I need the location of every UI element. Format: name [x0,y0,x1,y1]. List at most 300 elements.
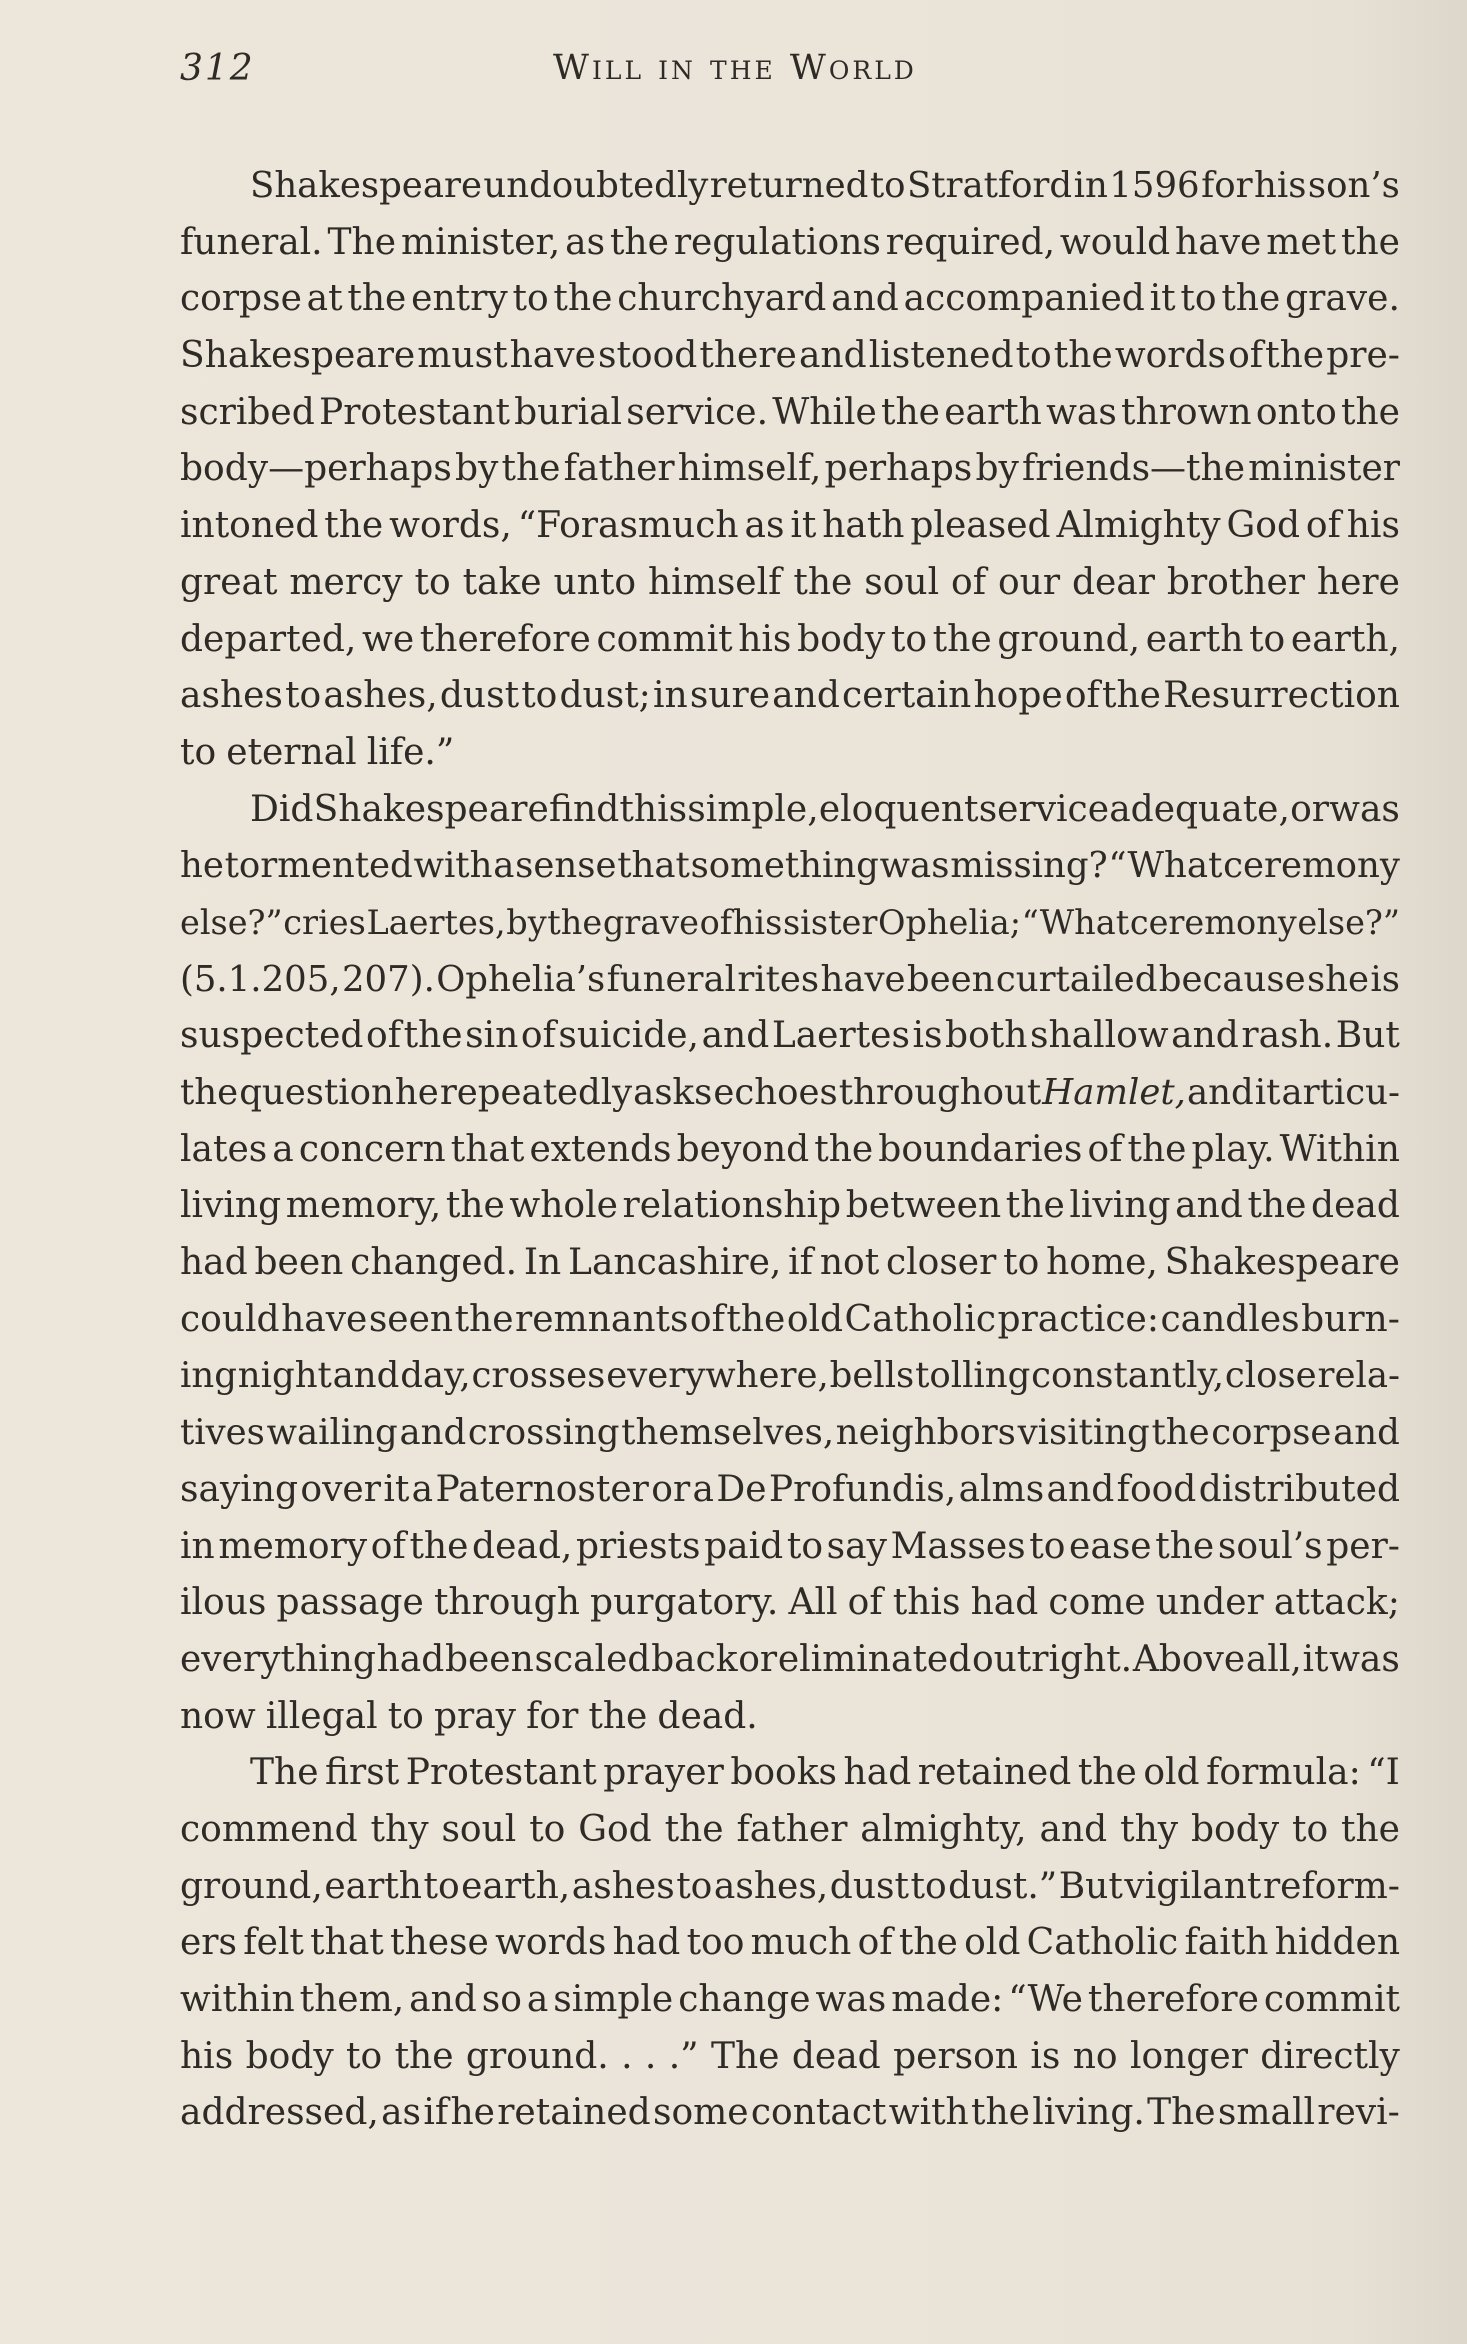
word: soul [864,561,940,603]
word: closer [885,1242,997,1284]
word: hath [822,505,905,547]
word: alms [958,1468,1045,1510]
word: rites [737,958,820,1000]
word: old [964,1922,1021,1964]
text-line [180,1745,1400,1802]
word: the [547,902,603,942]
text-line [180,1008,1400,1065]
word: passage [276,1582,424,1624]
word: it [790,505,817,547]
word: by [975,448,1019,490]
text-line [180,498,1400,555]
word: certain [842,675,972,717]
word: crossing [467,1412,620,1454]
word: undoubtedly [483,165,709,206]
word: for [526,1695,579,1737]
word: hope [973,675,1063,717]
word: much [750,1922,852,1964]
word: she [1306,958,1370,1000]
word: seen [368,1298,454,1340]
text-line [180,555,1400,612]
word: of [689,1298,725,1340]
word: eloquent [818,788,979,830]
word: Shakespeare [313,788,549,830]
text-line [180,215,1400,272]
word: night [237,1355,332,1397]
word: to [676,1865,713,1907]
word: the [1341,1808,1400,1850]
word: and [1333,1412,1400,1454]
word: wailing [266,1412,398,1454]
word: to [1292,1808,1329,1850]
text-line [180,1178,1400,1235]
word: dead [791,2035,881,2077]
word: rela- [1317,1355,1400,1397]
word: in [1073,165,1108,206]
word: would [1059,221,1171,263]
word: been [444,1638,534,1680]
word: body [245,2035,334,2077]
word: Laertes, [366,902,506,942]
word: earth, [461,1865,571,1907]
word: Catholic [844,1298,997,1340]
word: thrown [1121,391,1252,433]
word: Resurrection [1163,675,1400,717]
word: concern [298,1128,446,1170]
word: longer [1129,2035,1248,2077]
word: first [325,1752,400,1794]
word: of [1305,505,1341,547]
word: to [786,1525,823,1567]
text-line [180,1292,1400,1349]
word: Shakespeare [180,335,416,377]
word: no [1072,2035,1118,2077]
word: While [772,391,877,433]
word: some [653,2092,749,2134]
word: curtailed [995,958,1158,1000]
word: body [1191,1808,1280,1850]
word: required, [885,221,1056,263]
word: onto [1255,391,1337,433]
word: per- [1326,1525,1400,1567]
word: shallow [1029,1015,1169,1057]
word: felt [243,1922,304,1964]
word: faith [1184,1922,1269,1964]
word: small [1217,2092,1316,2134]
word: ground. [465,2035,609,2077]
word: living [180,1185,282,1227]
word: Stratford [906,165,1073,206]
word: departed, [180,618,357,660]
word: therefore [1087,1979,1259,2020]
word: living [1069,1185,1171,1227]
word: of [520,1015,556,1057]
word: ceremony [1223,845,1400,887]
word: earth [1145,618,1244,660]
word: find [549,788,620,830]
word: under [1155,1582,1264,1624]
word: “What [1108,845,1223,887]
word: memory [218,1525,368,1567]
word: father [736,1808,848,1850]
word: all, [1245,1638,1302,1680]
word: adequate, [1109,788,1290,830]
word: pre- [1326,335,1400,377]
word: the [932,618,992,660]
word: ground, [180,1865,323,1907]
word: is [1030,2035,1061,2077]
word: and [1175,1185,1243,1227]
word: old [786,1298,844,1340]
word: the [1341,391,1400,433]
word: the [454,1298,514,1340]
word: mercy [289,561,403,603]
word: it [383,1468,410,1510]
word: outright. [971,1638,1133,1680]
word: it [1302,1638,1329,1680]
word: of [951,561,987,603]
word: The [250,1752,319,1794]
word: commit [1263,1979,1400,2020]
word: scaled [534,1638,651,1680]
word: to [346,2035,383,2077]
word: retained [917,1752,1072,1794]
word: earth, [1290,618,1400,660]
word: unto [553,561,637,603]
word: himself, [677,448,822,490]
word: it [1254,1072,1281,1113]
word: play. [1191,1128,1275,1170]
word: words [1114,335,1227,377]
word: as [381,2092,422,2134]
word: simple, [687,788,819,830]
word: ashes [180,675,283,717]
text-line [180,1065,1400,1122]
word: close [1224,1355,1317,1397]
word: take [462,561,542,603]
word: earth [324,1865,422,1907]
word: there [699,335,797,377]
word: dead. [657,1695,758,1737]
word: have [820,958,906,1000]
word: everywhere, [606,1355,829,1397]
text-line [180,328,1400,385]
word: the [814,1128,874,1170]
word: his [732,902,783,942]
word: had [970,1582,1039,1624]
word: to [890,618,927,660]
word: the [501,448,561,490]
text-line [180,1235,1400,1292]
word: had [180,1242,248,1284]
word: distributed [1198,1468,1400,1510]
word: back [651,1638,738,1680]
word: Paternoster [435,1468,649,1510]
word: question [239,1072,394,1113]
word: person [893,2035,1018,2077]
word: he [180,845,224,887]
word: Shakespeare [1164,1242,1400,1284]
word: his [738,618,792,660]
word: addressed, [180,2092,379,2134]
word: the [881,391,940,433]
word: candles [1160,1298,1300,1340]
word: the [553,278,613,320]
word: visiting [1017,1412,1150,1454]
word: the [1265,335,1325,377]
word: to [414,561,451,603]
word: the [664,1808,724,1850]
word: something [690,845,879,887]
word: vigilant [1124,1865,1262,1907]
word: Protestant [318,391,510,433]
word: as [565,221,606,263]
word: the [588,1695,648,1737]
word: asks [633,1072,713,1113]
word: corpse [180,278,302,320]
word: through [433,1582,580,1624]
word: a [272,1128,294,1170]
word: ease [1069,1525,1152,1567]
word: dead [1311,1185,1400,1227]
word: The [327,221,397,263]
word: cries [283,902,366,942]
word: rash. [1241,1015,1334,1057]
word: Lancashire, [568,1242,782,1284]
word: the [971,2092,1030,2134]
word: echoes [713,1072,838,1113]
word: his [1254,165,1307,206]
word: 1596 [1109,165,1200,206]
word: and [1039,1808,1108,1850]
word: almighty, [860,1808,1027,1850]
word: is [912,1015,943,1057]
word: therefore [419,618,591,660]
word: formula: [1206,1752,1361,1794]
word: the [403,1015,463,1057]
word: minister, [400,221,561,263]
word: the [180,1072,239,1113]
word: this [892,1582,961,1624]
word: to [529,1808,566,1850]
text-line [180,1348,1400,1405]
word: sense [515,845,617,887]
word: ground, [997,618,1141,660]
word: God [1226,505,1301,547]
word: to [387,1695,424,1737]
word: articu- [1281,1072,1400,1113]
word: so [481,1979,522,2020]
word: the [1155,1525,1215,1567]
text-line [180,1802,1400,1859]
word: priests [576,1525,701,1567]
word: dust; [559,675,651,717]
word: now [180,1695,256,1737]
word: burn- [1301,1298,1400,1340]
word: saying [180,1468,299,1510]
word: Above [1132,1638,1246,1680]
word: paid [704,1525,784,1567]
word: to [910,1865,947,1907]
word: sin [465,1015,519,1057]
word: between [845,1185,1002,1227]
word: pray [433,1695,516,1737]
word: with [888,2092,969,2134]
word: day, [400,1355,471,1397]
word: himself [647,561,782,603]
word: Within [1279,1128,1400,1170]
word: that [310,1922,384,1964]
word: Protestant [405,1752,597,1794]
word: throughout [838,1072,1042,1113]
word: could [180,1298,280,1340]
word: dust [829,1865,909,1907]
word: body [797,618,886,660]
text-line [180,782,1400,839]
word: was [1046,391,1117,433]
word: was [1329,1638,1400,1680]
word: father [563,448,675,490]
word: too [686,1922,745,1964]
word: tolling [915,1355,1031,1397]
word: to [869,165,906,206]
word: ers [180,1922,237,1964]
word: scribed [180,391,315,433]
word: and [409,1979,477,2020]
word: stood [597,335,698,377]
word: minister [1248,448,1400,490]
word: bells [829,1355,915,1397]
word: been [254,1242,344,1284]
word: constantly, [1031,1355,1225,1397]
word: the [726,1298,786,1340]
word: and [701,1015,770,1057]
word: the [394,2035,454,2077]
word: of [847,1582,883,1624]
word: .” [668,2035,699,2077]
word: the [793,561,853,603]
word: simple [553,1979,674,2020]
text-line [180,1632,1400,1689]
word: But [1058,1865,1123,1907]
word: suspected [180,1015,364,1057]
word: the [409,1525,469,1567]
word: burial [514,391,623,433]
word: Catholic [1026,1922,1179,1964]
word: “I [1367,1752,1400,1794]
word: and [798,335,867,377]
word: boundaries [878,1128,1083,1170]
word: whole [509,1185,618,1227]
word: our [997,561,1061,603]
word: soul [441,1808,517,1850]
word: or [1290,788,1329,830]
text-line [180,1972,1400,2029]
word: of [1087,1128,1123,1170]
text-line [180,1915,1400,1972]
word: purgatory. [590,1582,779,1624]
word: because [1158,958,1306,1000]
word: not [819,1242,880,1284]
text-line [180,1122,1400,1179]
word: a [493,845,515,887]
text-line [180,441,1400,498]
word: and [831,278,899,320]
word: . [621,2035,633,2077]
word: Masses [890,1525,1026,1567]
word: (5.1.205, [180,958,341,1000]
word: home, [1046,1242,1158,1284]
text-line [180,271,1400,328]
word: and [1186,1072,1254,1113]
word: the [898,1922,958,1964]
word: met [1266,221,1337,263]
word: The [710,2035,780,2077]
word: it [1149,278,1176,320]
running-head: Will in the World [553,48,917,88]
word: else?” [1297,902,1400,942]
word: the [1221,278,1281,320]
word: repeatedly [439,1072,633,1113]
word: the [1102,675,1161,717]
word: if [423,2092,449,2134]
word: old [1143,1752,1200,1794]
word: with [413,845,493,887]
word: Hamlet, [1042,1072,1186,1113]
word: in [180,1525,215,1567]
word: must [417,335,508,377]
word: attack; [1273,1582,1400,1624]
word: to [180,731,217,773]
word: service. [626,391,769,433]
word: hidden [1274,1922,1400,1964]
word: of [1064,675,1100,717]
word: have [1175,221,1262,263]
word: to [1003,1242,1040,1284]
word: come [1048,1582,1146,1624]
word: the [1053,335,1113,377]
word: corpse [1211,1412,1332,1454]
word: the [1005,1185,1065,1227]
word: the [347,278,407,320]
word: Ophelia’s [436,958,606,1000]
word: his [1346,505,1400,547]
word: suicide, [558,1015,700,1057]
word: themselves, [621,1412,835,1454]
word: memory, [285,1185,442,1227]
word: tives [180,1412,265,1454]
word: remnants [515,1298,689,1340]
word: living. [1032,2092,1145,2134]
word: But [1335,1015,1400,1057]
word: we [362,618,415,660]
word: them, [299,1979,405,2020]
word: say [826,1525,887,1567]
word: accompanied [903,278,1145,320]
word: son’s [1307,165,1400,206]
word: have [509,335,596,377]
word: retained [497,2092,651,2134]
page-number: 312 [180,48,255,89]
word: extends [529,1128,672,1170]
word: was [1329,788,1400,830]
text-line [180,2085,1400,2142]
word: illegal [265,1695,378,1737]
word: relationship [622,1185,842,1227]
word: the [1247,1185,1307,1227]
text-line [180,895,1400,952]
word: a [526,1979,549,2020]
